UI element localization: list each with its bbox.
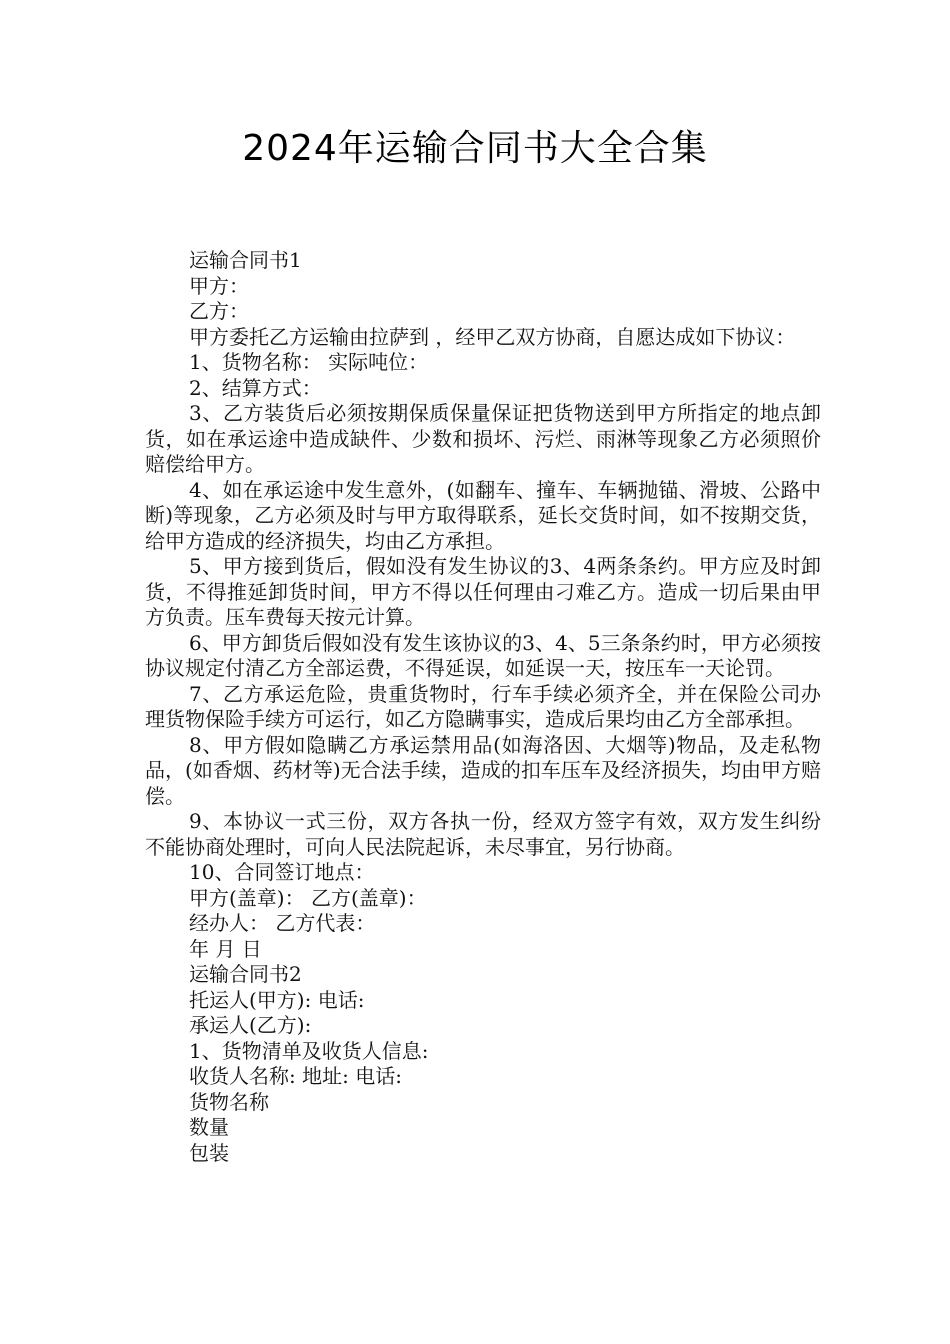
- quantity-label: 数量: [189, 1115, 229, 1139]
- clause-7: 7、乙方承运危险，贵重货物时，行车手续必须齐全，并在保险公司办理货物保险手续方可运行，如乙方隐瞒事实，造成后果均由乙方全部承担。: [145, 681, 821, 731]
- clause-9: 9、本协议一式三份，双方各执一份，经双方签字有效，双方发生纠纷不能协商处理时，可向人民法院起诉，未尽事宜，另行协商。: [145, 809, 821, 859]
- carrier-line: 承运人(乙方):: [189, 1013, 312, 1037]
- cargo-name-label: 货物名称: [189, 1089, 269, 1114]
- cargo-list-heading: 1、货物清单及收货人信息:: [189, 1038, 429, 1063]
- document-title: 2024年运输合同书大全合集: [242, 128, 708, 169]
- section-heading-contract-1: 运输合同书1: [189, 248, 302, 272]
- party-a-line: 甲方：: [189, 273, 249, 298]
- paragraph-intro: 甲方委托乙方运输由拉萨到 ，经甲乙双方协商，自愿达成如下协议：: [189, 324, 796, 349]
- document-body: [145, 248, 821, 1166]
- signature-seal-line: 甲方(盖章)： 乙方(盖章)：: [189, 885, 427, 910]
- section-heading-contract-2: 运输合同书2: [189, 962, 302, 986]
- signature-agent-line: 经办人： 乙方代表：: [189, 911, 376, 935]
- consignee-line: 收货人名称: 地址: 电话:: [189, 1064, 402, 1088]
- clause-6: 6、甲方卸货后假如没有发生该协议的3、4、5三条条约时，甲方必须按协议规定付清乙方全部运费，不得延误，如延误一天，按压车一天论罚。: [145, 630, 821, 680]
- clause-5: 5、甲方接到货后，假如没有发生协议的3、4两条条约。甲方应及时卸货，不得推延卸货时间，甲方不得以任何理由刁难乙方。造成一切后果由甲方负责。压车费每天按元计算。: [145, 554, 821, 629]
- clause-2: 2、结算方式：: [189, 375, 322, 400]
- date-line: 年 月 日: [189, 936, 262, 961]
- party-b-line: 乙方：: [189, 299, 249, 323]
- clause-10: 10、合同签订地点：: [189, 860, 375, 884]
- clause-4: 4、如在承运途中发生意外，(如翻车、撞车、车辆抛锚、滑坡、公路中断)等现象，乙方必须及时与甲方取得联系，延长交货时间，如不按期交货，给甲方造成的经济损失，均由乙方承担。: [145, 477, 821, 553]
- clause-1: 1、货物名称： 实际吨位：: [189, 350, 429, 374]
- shipper-line: 托运人(甲方): 电话:: [189, 987, 365, 1012]
- packaging-label: 包装: [189, 1140, 229, 1165]
- clause-3: 3、乙方装货后必须按期保质保量保证把货物送到甲方所指定的地点卸货，如在承运途中造成缺件、少数和损坏、污烂、雨淋等现象乙方必须照价赔偿给甲方。: [145, 401, 821, 476]
- clause-8: 8、甲方假如隐瞒乙方承运禁用品(如海洛因、大烟等)物品，及走私物品，(如香烟、药材等)无合法手续，造成的扣车压车及经济损失，均由甲方赔偿。: [145, 732, 821, 808]
